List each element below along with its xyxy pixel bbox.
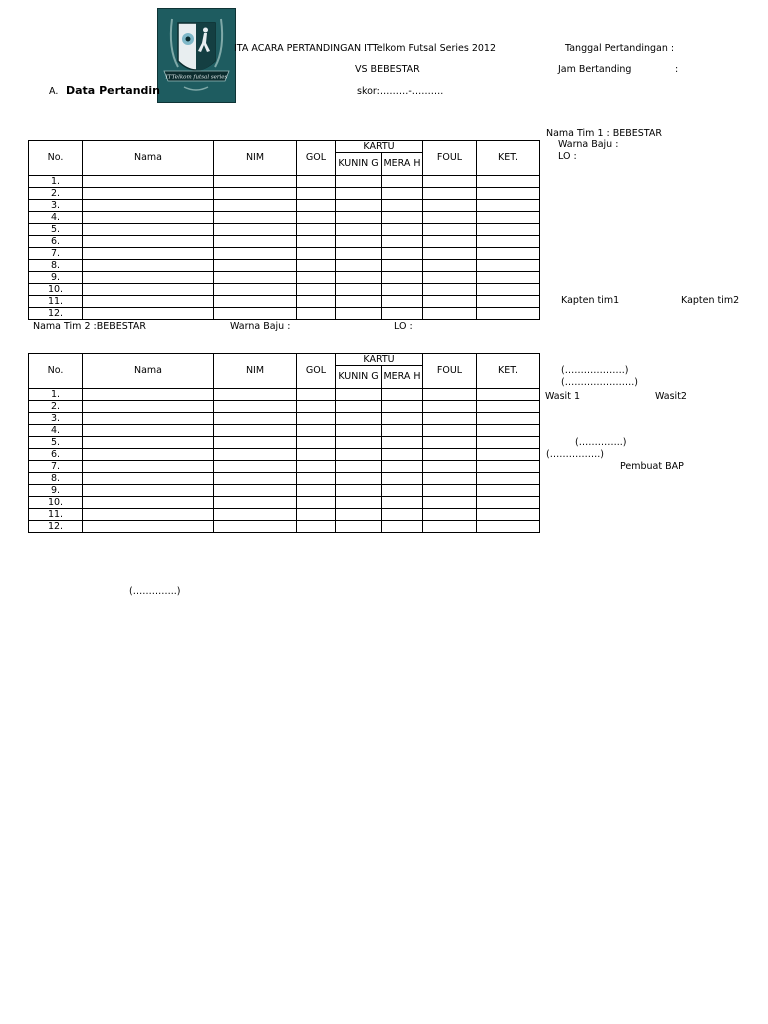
empty-cell: [297, 176, 336, 188]
empty-cell: [382, 308, 423, 320]
empty-cell: [382, 212, 423, 224]
empty-cell: [382, 176, 423, 188]
empty-cell: [297, 509, 336, 521]
empty-cell: [382, 473, 423, 485]
empty-cell: [382, 497, 423, 509]
empty-cell: [83, 236, 214, 248]
row-number: 2.: [29, 401, 83, 413]
empty-cell: [83, 437, 214, 449]
empty-cell: [423, 308, 477, 320]
empty-cell: [297, 188, 336, 200]
empty-cell: [423, 188, 477, 200]
empty-cell: [477, 236, 540, 248]
empty-cell: [83, 497, 214, 509]
empty-cell: [214, 437, 297, 449]
table-row: [29, 437, 540, 449]
empty-cell: [297, 485, 336, 497]
empty-cell: [336, 272, 382, 284]
table-row: [29, 248, 540, 260]
empty-cell: [214, 521, 297, 533]
empty-cell: [423, 425, 477, 437]
empty-cell: [83, 176, 214, 188]
col-nama: Nama: [83, 354, 214, 389]
empty-cell: [336, 497, 382, 509]
empty-cell: [477, 212, 540, 224]
empty-cell: [297, 224, 336, 236]
row-number: 9.: [29, 272, 83, 284]
empty-cell: [214, 509, 297, 521]
team2-player-table: [28, 353, 540, 533]
empty-cell: [423, 485, 477, 497]
col-kartu: KARTU: [336, 141, 423, 153]
row-number: 9.: [29, 485, 83, 497]
empty-cell: [297, 521, 336, 533]
empty-cell: [382, 272, 423, 284]
empty-cell: [214, 260, 297, 272]
col-kuning: KUNIN G: [336, 153, 382, 176]
table-row: [29, 272, 540, 284]
empty-cell: [382, 401, 423, 413]
empty-cell: [382, 449, 423, 461]
row-number: 6.: [29, 236, 83, 248]
section-title: Data Pertandin: [66, 84, 160, 97]
row-number: 10.: [29, 497, 83, 509]
empty-cell: [382, 248, 423, 260]
table-row: [29, 200, 540, 212]
empty-cell: [423, 224, 477, 236]
table-row: [29, 308, 540, 320]
empty-cell: [214, 485, 297, 497]
wasit2-signature-blank: (…………….): [546, 449, 604, 460]
col-no: No.: [29, 141, 83, 176]
empty-cell: [423, 284, 477, 296]
empty-cell: [423, 260, 477, 272]
table-row: [29, 461, 540, 473]
empty-cell: [423, 200, 477, 212]
table-row: [29, 212, 540, 224]
team2-shirt: Warna Baju :: [230, 321, 291, 332]
empty-cell: [214, 224, 297, 236]
row-number: 2.: [29, 188, 83, 200]
table-row: [29, 296, 540, 308]
empty-cell: [297, 497, 336, 509]
table-row: [29, 521, 540, 533]
empty-cell: [477, 176, 540, 188]
col-nama: Nama: [83, 141, 214, 176]
empty-cell: [214, 236, 297, 248]
empty-cell: [423, 272, 477, 284]
empty-cell: [214, 473, 297, 485]
section-letter: A.: [49, 86, 59, 97]
empty-cell: [336, 521, 382, 533]
col-kartu: KARTU: [336, 354, 423, 366]
match-score: skor:………-……….: [357, 86, 444, 97]
col-foul: FOUL: [423, 141, 477, 176]
wasit1-signature-blank: (…………..): [575, 437, 627, 448]
kapten2-signature-blank: (………………….): [561, 377, 638, 388]
empty-cell: [83, 461, 214, 473]
empty-cell: [83, 521, 214, 533]
empty-cell: [477, 284, 540, 296]
empty-cell: [297, 260, 336, 272]
row-number: 12.: [29, 521, 83, 533]
match-time-label: Jam Bertanding: [558, 64, 632, 75]
empty-cell: [297, 473, 336, 485]
empty-cell: [83, 188, 214, 200]
empty-cell: [214, 176, 297, 188]
empty-cell: [214, 461, 297, 473]
match-versus: VS BEBESTAR: [355, 64, 420, 75]
empty-cell: [297, 284, 336, 296]
empty-cell: [423, 296, 477, 308]
empty-cell: [336, 212, 382, 224]
empty-cell: [477, 272, 540, 284]
empty-cell: [336, 485, 382, 497]
empty-cell: [423, 212, 477, 224]
empty-cell: [83, 485, 214, 497]
table-row: [29, 413, 540, 425]
empty-cell: [477, 401, 540, 413]
empty-cell: [297, 449, 336, 461]
empty-cell: [214, 389, 297, 401]
empty-cell: [336, 188, 382, 200]
empty-cell: [214, 272, 297, 284]
empty-cell: [382, 509, 423, 521]
empty-cell: [297, 296, 336, 308]
empty-cell: [336, 473, 382, 485]
empty-cell: [382, 389, 423, 401]
empty-cell: [477, 497, 540, 509]
empty-cell: [477, 389, 540, 401]
kapten2-label: Kapten tim2: [681, 295, 740, 306]
empty-cell: [297, 248, 336, 260]
empty-cell: [83, 296, 214, 308]
kapten1-label: Kapten tim1: [561, 295, 620, 306]
empty-cell: [83, 284, 214, 296]
logo-text: ITTelkom futsal series: [165, 74, 228, 81]
empty-cell: [336, 413, 382, 425]
row-number: 1.: [29, 389, 83, 401]
table-row: [29, 260, 540, 272]
match-date-label: Tanggal Pertandingan :: [565, 43, 675, 54]
empty-cell: [214, 308, 297, 320]
empty-cell: [382, 236, 423, 248]
empty-cell: [477, 188, 540, 200]
table-row: [29, 389, 540, 401]
row-number: 3.: [29, 200, 83, 212]
empty-cell: [382, 284, 423, 296]
col-gol: GOL: [297, 141, 336, 176]
empty-cell: [214, 413, 297, 425]
empty-cell: [336, 449, 382, 461]
empty-cell: [477, 449, 540, 461]
empty-cell: [423, 473, 477, 485]
empty-cell: [214, 284, 297, 296]
empty-cell: [83, 413, 214, 425]
empty-cell: [297, 461, 336, 473]
empty-cell: [382, 224, 423, 236]
table-row: [29, 425, 540, 437]
table-row: [29, 176, 540, 188]
empty-cell: [214, 212, 297, 224]
empty-cell: [423, 461, 477, 473]
empty-cell: [336, 260, 382, 272]
empty-cell: [336, 248, 382, 260]
table-row: [29, 236, 540, 248]
empty-cell: [83, 212, 214, 224]
empty-cell: [83, 401, 214, 413]
empty-cell: [477, 248, 540, 260]
table-row: [29, 485, 540, 497]
empty-cell: [477, 260, 540, 272]
empty-cell: [83, 389, 214, 401]
empty-cell: [83, 260, 214, 272]
empty-cell: [297, 437, 336, 449]
table-row: [29, 284, 540, 296]
empty-cell: [214, 248, 297, 260]
row-number: 7.: [29, 461, 83, 473]
table-row: [29, 473, 540, 485]
wasit1-label: Wasit 1: [545, 391, 580, 402]
row-number: 6.: [29, 449, 83, 461]
empty-cell: [477, 413, 540, 425]
empty-cell: [423, 521, 477, 533]
empty-cell: [336, 296, 382, 308]
empty-cell: [83, 509, 214, 521]
empty-cell: [477, 461, 540, 473]
empty-cell: [382, 413, 423, 425]
empty-cell: [336, 401, 382, 413]
team2-name: Nama Tim 2 :BEBESTAR: [33, 321, 146, 332]
row-number: 1.: [29, 176, 83, 188]
empty-cell: [477, 509, 540, 521]
empty-cell: [214, 296, 297, 308]
empty-cell: [336, 461, 382, 473]
table-row: [29, 188, 540, 200]
team1-player-table: [28, 140, 540, 320]
row-number: 5.: [29, 437, 83, 449]
team1-lo: LO :: [558, 151, 577, 162]
empty-cell: [423, 176, 477, 188]
pembuat-bap-label: Pembuat BAP: [620, 461, 684, 472]
empty-cell: [214, 401, 297, 413]
match-time-colon: :: [675, 64, 679, 75]
row-number: 12.: [29, 308, 83, 320]
empty-cell: [382, 296, 423, 308]
row-number: 8.: [29, 260, 83, 272]
row-number: 8.: [29, 473, 83, 485]
empty-cell: [214, 188, 297, 200]
col-gol: GOL: [297, 354, 336, 389]
row-number: 3.: [29, 413, 83, 425]
empty-cell: [336, 200, 382, 212]
empty-cell: [83, 425, 214, 437]
col-merah: MERA H: [382, 153, 423, 176]
empty-cell: [477, 200, 540, 212]
empty-cell: [477, 224, 540, 236]
empty-cell: [336, 437, 382, 449]
col-merah: MERA H: [382, 366, 423, 389]
row-number: 10.: [29, 284, 83, 296]
empty-cell: [297, 200, 336, 212]
empty-cell: [477, 521, 540, 533]
empty-cell: [214, 497, 297, 509]
empty-cell: [423, 248, 477, 260]
empty-cell: [297, 212, 336, 224]
empty-cell: [477, 437, 540, 449]
empty-cell: [382, 200, 423, 212]
team1-name: Nama Tim 1 : BEBESTAR: [546, 128, 662, 139]
empty-cell: [382, 485, 423, 497]
empty-cell: [336, 425, 382, 437]
empty-cell: [423, 413, 477, 425]
col-kuning: KUNIN G: [336, 366, 382, 389]
table-row: [29, 497, 540, 509]
empty-cell: [83, 200, 214, 212]
empty-cell: [83, 248, 214, 260]
empty-cell: [214, 425, 297, 437]
empty-cell: [336, 236, 382, 248]
team1-shirt: Warna Baju :: [558, 139, 619, 150]
col-nim: NIM: [214, 141, 297, 176]
wasit2-label: Wasit2: [655, 391, 687, 402]
empty-cell: [336, 389, 382, 401]
empty-cell: [382, 425, 423, 437]
col-ket: KET.: [477, 354, 540, 389]
empty-cell: [83, 308, 214, 320]
col-ket: KET.: [477, 141, 540, 176]
empty-cell: [382, 437, 423, 449]
kapten1-signature-blank: (……………….): [561, 365, 629, 376]
empty-cell: [336, 176, 382, 188]
empty-cell: [83, 473, 214, 485]
document-title: ITA ACARA PERTANDINGAN ITTelkom Futsal Series 2012: [234, 43, 496, 54]
row-number: 7.: [29, 248, 83, 260]
table-row: [29, 509, 540, 521]
empty-cell: [423, 437, 477, 449]
event-logo: [157, 8, 236, 103]
empty-cell: [477, 308, 540, 320]
team2-lo: LO :: [394, 321, 413, 332]
empty-cell: [477, 473, 540, 485]
table-row: [29, 224, 540, 236]
empty-cell: [336, 509, 382, 521]
table-row: [29, 449, 540, 461]
empty-cell: [297, 272, 336, 284]
empty-cell: [477, 485, 540, 497]
col-no: No.: [29, 354, 83, 389]
empty-cell: [83, 272, 214, 284]
empty-cell: [297, 413, 336, 425]
empty-cell: [336, 284, 382, 296]
empty-cell: [382, 188, 423, 200]
row-number: 11.: [29, 296, 83, 308]
empty-cell: [382, 260, 423, 272]
row-number: 4.: [29, 425, 83, 437]
empty-cell: [423, 236, 477, 248]
empty-cell: [214, 449, 297, 461]
empty-cell: [423, 509, 477, 521]
row-number: 11.: [29, 509, 83, 521]
empty-cell: [382, 521, 423, 533]
pembuat-signature-blank: (…………..): [129, 586, 181, 597]
empty-cell: [297, 308, 336, 320]
empty-cell: [297, 401, 336, 413]
empty-cell: [423, 449, 477, 461]
empty-cell: [336, 308, 382, 320]
empty-cell: [297, 389, 336, 401]
empty-cell: [477, 425, 540, 437]
empty-cell: [297, 236, 336, 248]
empty-cell: [382, 461, 423, 473]
empty-cell: [423, 401, 477, 413]
empty-cell: [83, 224, 214, 236]
empty-cell: [83, 449, 214, 461]
empty-cell: [477, 296, 540, 308]
empty-cell: [336, 224, 382, 236]
col-nim: NIM: [214, 354, 297, 389]
row-number: 5.: [29, 224, 83, 236]
empty-cell: [297, 425, 336, 437]
empty-cell: [423, 389, 477, 401]
empty-cell: [423, 497, 477, 509]
col-foul: FOUL: [423, 354, 477, 389]
empty-cell: [214, 200, 297, 212]
row-number: 4.: [29, 212, 83, 224]
table-row: [29, 401, 540, 413]
